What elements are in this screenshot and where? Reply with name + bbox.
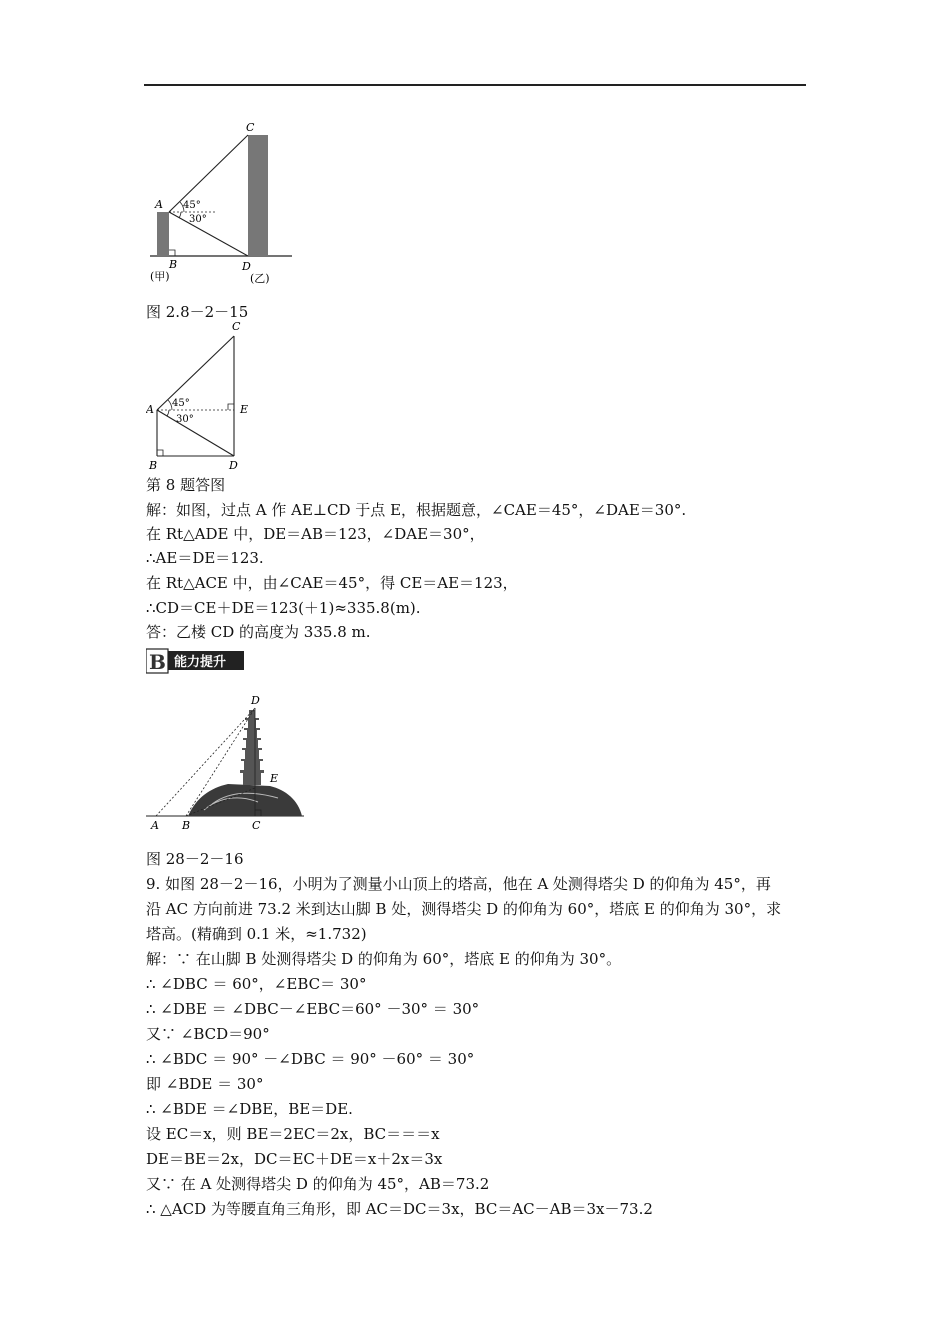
label-angle30: 30° bbox=[189, 214, 207, 225]
solution8-line: ∴CD＝CE＋DE＝123(＋1)≈335.8(m). bbox=[146, 599, 421, 617]
solution8-line: 解：如图，过点 A 作 AE⊥CD 于点 E，根据题意，∠CAE＝45°，∠DAE＝30°. bbox=[146, 501, 687, 519]
figure-28-2-16 bbox=[146, 694, 306, 832]
label-angle30: 30° bbox=[176, 414, 194, 425]
label-jia: (甲) bbox=[150, 270, 170, 283]
header-rule bbox=[144, 84, 806, 86]
label-yi: (乙) bbox=[250, 272, 270, 285]
solution8-line: ∴AE＝DE＝123. bbox=[146, 549, 264, 567]
solution8-line: 在 Rt△ADE 中，DE＝AB＝123，∠DAE＝30°， bbox=[146, 525, 485, 543]
label-B: B bbox=[182, 819, 191, 832]
problem9-line: 沿 AC 方向前进 73.2 米到达山脚 B 处，测得塔尖 D 的仰角为 60°，塔底 E 的仰角为 30°，求 bbox=[146, 900, 782, 918]
badge-letter: B bbox=[149, 650, 166, 674]
solution9-line: 又∵ ∠BCD＝90° bbox=[146, 1025, 270, 1043]
building-jia bbox=[157, 212, 169, 256]
solution9-line: 又∵ 在 A 处测得塔尖 D 的仰角为 45°，AB＝73.2 bbox=[146, 1175, 490, 1193]
label-angle45: 45° bbox=[172, 398, 190, 409]
solution9-line: 解：∵ 在山脚 B 处测得塔尖 D 的仰角为 60°，塔底 E 的仰角为 30°。 bbox=[146, 950, 622, 968]
solution9-line: ∴ ∠DBE ＝ ∠DBC－∠EBC＝60° －30° ＝ 30° bbox=[146, 1000, 480, 1018]
badge-text: 能力提升 bbox=[174, 655, 227, 670]
label-A: A bbox=[146, 403, 154, 416]
solution9-line: DE＝BE＝2x，DC＝EC＋DE＝x＋2x＝3x bbox=[146, 1150, 443, 1168]
label-A: A bbox=[155, 198, 163, 211]
problem9-line: 塔高。(精确到 0.1 米，≈1.732) bbox=[146, 925, 367, 943]
solution9-line: ∴ ∠BDC ＝ 90° －∠DBC ＝ 90° －60° ＝ 30° bbox=[146, 1050, 475, 1068]
label-B: B bbox=[149, 459, 158, 472]
section-badge-ability bbox=[146, 648, 246, 674]
label-D: D bbox=[251, 694, 260, 707]
label-C: C bbox=[232, 320, 241, 333]
figure1-caption: 图 2.8－2－15 bbox=[146, 303, 249, 321]
solution9-line: 设 EC＝x，则 BE＝2EC＝2x，BC＝＝＝x bbox=[146, 1125, 440, 1143]
solution8-line: 在 Rt△ACE 中，由∠CAE＝45°，得 CE＝AE＝123， bbox=[146, 574, 518, 592]
problem9-line: 9. 如图 28－2－16，小明为了测量小山顶上的塔高，他在 A 处测得塔尖 D 的仰角为 45°，再 bbox=[146, 875, 771, 893]
pagoda bbox=[240, 710, 264, 785]
label-D: D bbox=[229, 459, 238, 472]
solution9-line: ∴ ∠BDE ＝∠DBE，BE＝DE. bbox=[146, 1100, 353, 1118]
label-E: E bbox=[270, 772, 279, 785]
solution9-line: ∴ ∠DBC ＝ 60°，∠EBC＝ 30° bbox=[146, 975, 367, 993]
label-E: E bbox=[240, 403, 249, 416]
solution8-line: 答：乙楼 CD 的高度为 335.8 m. bbox=[146, 623, 371, 641]
building-yi bbox=[248, 135, 268, 256]
solution9-line: ∴ △ACD 为等腰直角三角形，即 AC＝DC＝3x，BC＝AC－AB＝3x－73.2 bbox=[146, 1200, 653, 1218]
label-B: B bbox=[169, 258, 178, 271]
solution9-line: 即 ∠BDE ＝ 30° bbox=[146, 1075, 264, 1093]
figure-2-8-2-15 bbox=[146, 118, 296, 288]
figure2-caption: 第 8 题答图 bbox=[146, 476, 226, 494]
label-C: C bbox=[246, 121, 255, 134]
label-D: D bbox=[242, 260, 251, 273]
figure-q8-answer bbox=[146, 318, 266, 474]
label-angle45: 45° bbox=[183, 200, 201, 211]
label-C: C bbox=[252, 819, 261, 832]
figure3-caption: 图 28－2－16 bbox=[146, 850, 244, 868]
label-A: A bbox=[151, 819, 159, 832]
hill-shape bbox=[188, 784, 302, 816]
